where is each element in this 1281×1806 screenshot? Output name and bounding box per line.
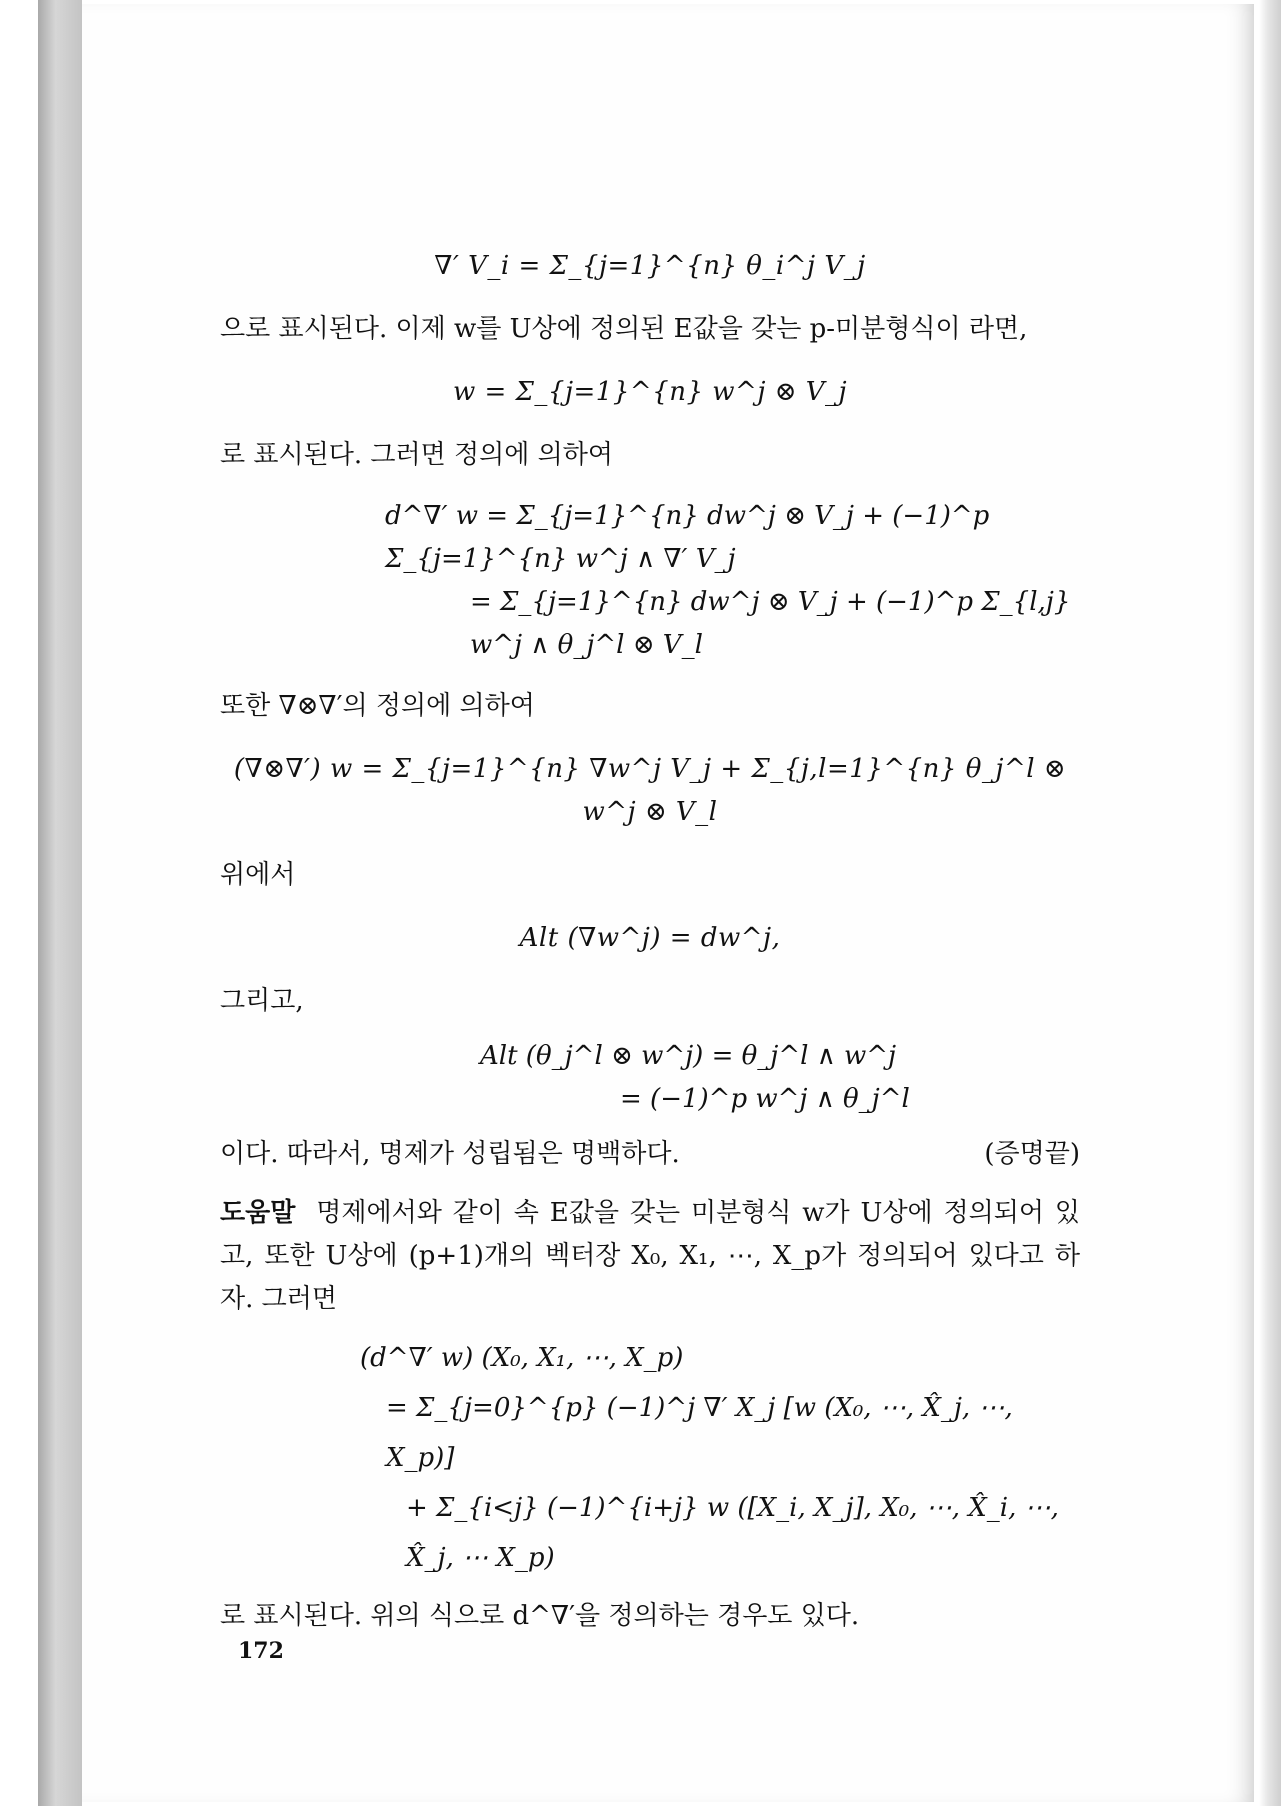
paragraph-4: 위에서: [220, 860, 296, 890]
paragraph-2: 로 표시된다. 그러면 정의에 의하여: [220, 440, 613, 470]
paragraph-7: 로 표시된다. 위의 식으로 d^∇′을 정의하는 경우도 있다.: [220, 1601, 860, 1631]
equation-6-line-2: = (−1)^p w^j ∧ θ_j^l: [620, 1084, 910, 1114]
equation-7-line-1: (d^∇′ w) (X₀, X₁, ⋯, X_p): [360, 1343, 684, 1373]
equation-2: w = Σ_{j=1}^{n} w^j ⊗ V_j: [452, 377, 848, 407]
book-left-edge: [38, 0, 82, 1806]
remark-text: 명제에서와 같이 속 E값을 갖는 미분형식 w가 U상에 정의되어 있고, 또한 U상에 (p+1)개의 벡터장 X₀, X₁, ⋯, X_p가 정의되어 있다고 하자. 그러면: [220, 1198, 1080, 1314]
qed-mark: (증명끝): [984, 1139, 1080, 1169]
paragraph-1: 으로 표시된다. 이제 w를 U상에 정의된 E값을 갖는 p-미분형식이 라면,: [220, 314, 1028, 344]
paragraph-3: 또한 ∇⊗∇′의 정의에 의하여: [220, 691, 535, 721]
equation-3: [220, 495, 1080, 667]
equation-4: (∇⊗∇′) w = Σ_{j=1}^{n} ∇w^j V_j + Σ_{j,l=1}^{n} θ_j^l ⊗ w^j ⊗ V_l: [233, 754, 1067, 827]
equation-3-line-2: = Σ_{j=1}^{n} dw^j ⊗ V_j + (−1)^p Σ_{l,j} w^j ∧ θ_j^l ⊗ V_l: [470, 587, 1071, 660]
paragraph-5: 그리고,: [220, 986, 304, 1016]
equation-6-line-1: Alt (θ_j^l ⊗ w^j) = θ_j^l ∧ w^j: [480, 1041, 897, 1071]
page-content: [220, 225, 1080, 1650]
equation-1: ∇′ V_i = Σ_{j=1}^{n} θ_i^j V_j: [434, 251, 866, 281]
page-number: 172: [238, 1638, 284, 1664]
equation-7-line-2: = Σ_{j=0}^{p} (−1)^j ∇′ X_j [w (X₀, ⋯, X̂_j, ⋯, X_p)]: [386, 1393, 1013, 1473]
paragraph-6-text: 이다. 따라서, 명제가 성립됨은 명백하다.: [220, 1139, 680, 1169]
remark-paragraph: [220, 1192, 1080, 1321]
equation-7: [360, 1333, 1080, 1583]
paragraph-6: [220, 1133, 1080, 1176]
equation-3-line-1: d^∇′ w = Σ_{j=1}^{n} dw^j ⊗ V_j + (−1)^p Σ_{j=1}^{n} w^j ∧ ∇′ V_j: [385, 501, 990, 574]
equation-5: Alt (∇w^j) = dw^j,: [519, 923, 781, 953]
equation-6: [220, 1035, 1080, 1121]
book-fore-edge: [1259, 0, 1281, 1806]
equation-7-line-3: + Σ_{i<j} (−1)^{i+j} w ([X_i, X_j], X₀, ⋯, X̂_i, ⋯, X̂_j, ⋯ X_p): [406, 1493, 1059, 1573]
remark-label: 도움말: [220, 1198, 296, 1228]
